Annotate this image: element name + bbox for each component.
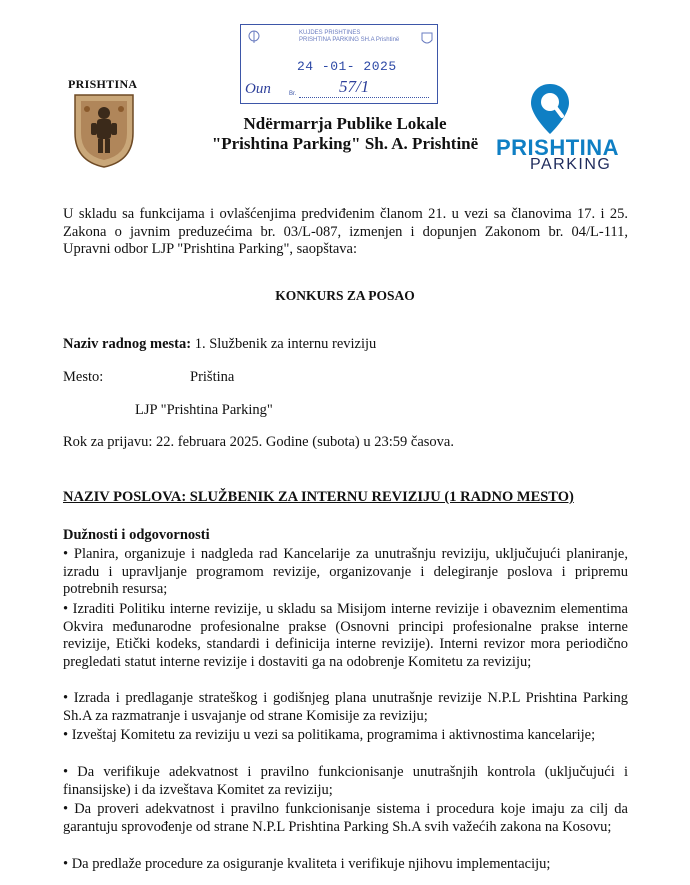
duty-item: • Da proveri adekvatnost i pravilno funkcionisanje sistema i procedura koje imaju za cilj da garantuju sprovođenje od strane N.P.L Prishtina Parking Sh.A svih važećih zakona na Kosovu; bbox=[63, 801, 628, 835]
application-deadline: Rok za prijavu: 22. februara 2025. Godine (subota) u 23:59 časova. bbox=[63, 434, 454, 450]
logo-wordmark-parking: PARKING bbox=[530, 156, 612, 173]
duty-item: • Da predlaže procedure za osiguranje kvaliteta i verifikuje njihovu implementaciju; bbox=[63, 856, 551, 872]
duty-item: • Da verifikuje adekvatnost i pravilno funkcionisanje unutrašnjih kontrola (uključujući i finansijske) i da izveštava Komitet za reviziju; bbox=[63, 764, 628, 798]
duties-title: Dužnosti i odgovornosti bbox=[63, 527, 210, 543]
logo-wordmark-prishtina: PRISHTINA bbox=[496, 135, 620, 160]
duty-item: • Izrada i predlaganje strateškog i godišnjeg plana unutrašnje revizije N.P.L Prishtina Parking Sh.A za razmatranje i usvajanje od strane Komisije za reviziju; bbox=[63, 690, 628, 724]
document-heading: KONKURS ZA POSAO bbox=[275, 288, 415, 303]
location-value: Priština bbox=[190, 369, 235, 385]
organization-name-line-1: Ndërmarrja Publike Lokale bbox=[243, 114, 447, 133]
registry-stamp bbox=[240, 24, 438, 104]
duty-item: • Izveštaj Komitetu za reviziju u vezi sa politikama, programima i aktivnostima kancelarije; bbox=[63, 727, 596, 743]
section-title: NAZIV POSLOVA: SLUŽBENIK ZA INTERNU REVIZIJU (1 RADNO MESTO) bbox=[63, 489, 574, 505]
duty-item: • Izraditi Politiku interne revizije, u skladu sa Misijom interne revizije i obaveznim elementima Okvira međunarodne profesionalne prakse (Osnovni principi profesionalne prakse interne revizije, Etički kodeks, standardi i definicija interne revizije). Interni revizor mora periodično pregledati statut interne revizije i dostaviti ga na odobrenje Komitetu za reviziju; bbox=[63, 601, 628, 670]
organization-name-line-2: "Prishtina Parking" Sh. A. Prishtinë bbox=[211, 134, 479, 153]
position-value: 1. Službenik za internu reviziju bbox=[191, 336, 377, 352]
stamp-crest-icon bbox=[421, 31, 433, 47]
stamp-emblem-icon bbox=[247, 29, 261, 45]
stamp-date: 24 -01- 2025 bbox=[297, 59, 397, 74]
position-label: Naziv radnog mesta: bbox=[63, 336, 192, 352]
duty-item: • Planira, organizuje i nadgleda rad Kancelarije za unutrašnju reviziju, uključujući planiranje, izradu i upravljanje programom revizije, organizovanje i delegiranje poslova i pripremu potrebnih resursa; bbox=[63, 546, 628, 597]
location-organization: LJP "Prishtina Parking" bbox=[135, 402, 273, 418]
intro-paragraph: U skladu sa funkcijama i ovlašćenjima predviđenim članom 21. u vezi sa članovima 17. i 25. Zakona o javnim preduzećima br. 03/L-087, izmenjen i dopunjen Zakonom br. 04/L-111, Upravni odbor LJP "Prishtina Parking", saopštava: bbox=[63, 206, 628, 257]
stamp-number-label: Br. bbox=[289, 91, 297, 97]
stamp-dotted-line bbox=[299, 97, 429, 98]
stamp-handwriting-2: 57/1 bbox=[339, 77, 370, 96]
stamp-handwriting-1: Oun bbox=[245, 81, 271, 97]
stamp-header-text: KUJDES PRISHTINES PRISHTINA PARKING SH.A Prishtinë bbox=[299, 30, 400, 43]
location-label: Mesto: bbox=[63, 369, 104, 385]
position-line bbox=[63, 336, 628, 354]
location-pin-logo-icon bbox=[528, 82, 572, 136]
coat-of-arms-label: PRISHTINA bbox=[68, 77, 138, 91]
